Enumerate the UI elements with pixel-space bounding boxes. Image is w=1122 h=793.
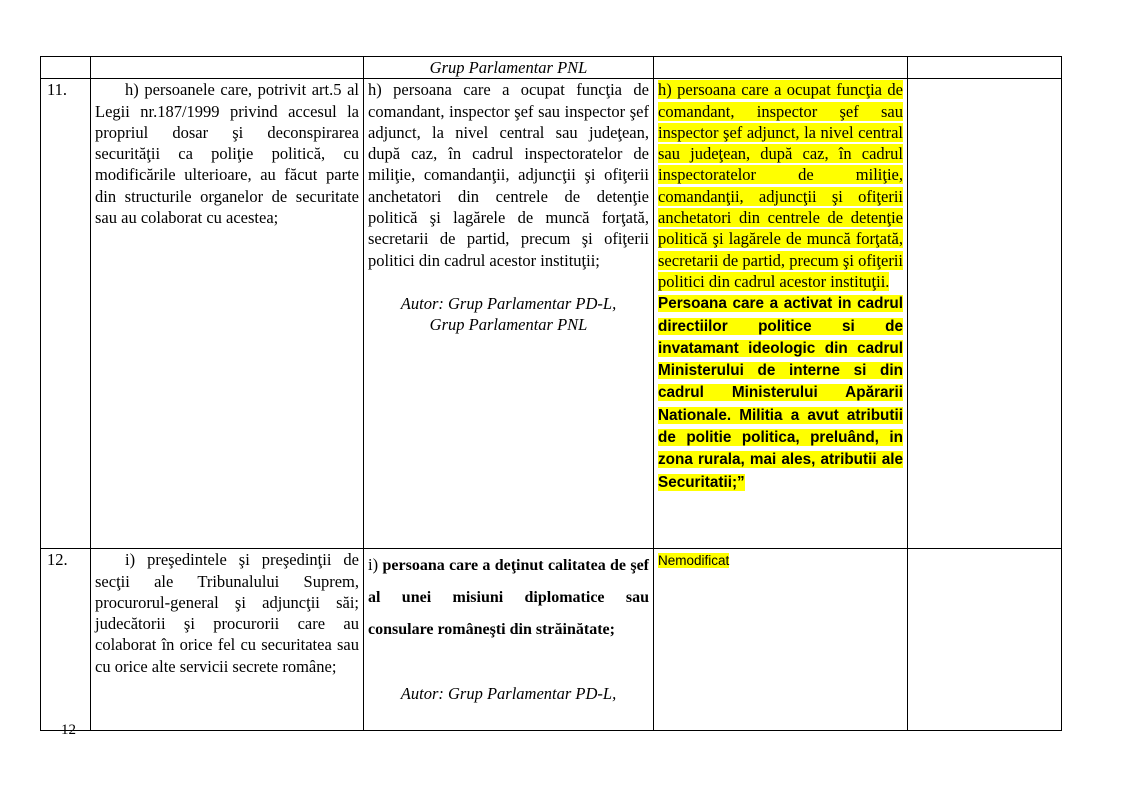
row-number <box>41 549 91 731</box>
original-text-cell <box>91 549 364 731</box>
amendment-cell <box>364 549 654 731</box>
page-number: 12 <box>61 722 76 738</box>
row-number-text: 12. <box>47 550 68 570</box>
observations-cell <box>908 79 1062 549</box>
observations-cell <box>908 549 1062 731</box>
original-text-cell <box>91 79 364 549</box>
amendments-table <box>40 56 1062 731</box>
adopted-text-highlighted: h) persoana care a ocupat funcţia de comandant, inspector şef sau inspector şef adjunct, la nivel central sau judeţean, după caz, în cadrul inspectoratelor de miliţie, comandanţii, adjuncţii şi ofiţerii anchetatori din centrele de detenţie politică şi lagărele de muncă forţată, secretarii de partid, precum şi ofiţerii politici din cadrul acestor instituţii. <box>658 80 903 291</box>
amendment-author: Autor: Grup Parlamentar PD-L, <box>400 684 617 704</box>
amendment-author-1: Autor: Grup Parlamentar PD-L, <box>400 293 617 313</box>
amendment-author-2: Grup Parlamentar PNL <box>429 315 588 335</box>
adopted-text-cell <box>654 549 908 731</box>
header-cell-1 <box>41 57 91 79</box>
header-cell-author: Grup Parlamentar PNL <box>364 57 654 79</box>
status-unchanged: Nemodificat <box>658 553 730 569</box>
amendment-prefix: i) <box>368 555 383 575</box>
adopted-text-added: Persoana care a activat in cadrul directiilor politice si de invatamant ideologic din cadrul Ministerului de interne si din cadrul Ministerului Apărarii Nationale. Militia a avut atributii de politie politica, preluând, in zona rurala, mai ales, atributii ale Securitatii;” <box>658 295 903 491</box>
table-row <box>41 79 1062 549</box>
amendment-cell <box>364 79 654 549</box>
table-row <box>41 549 1062 731</box>
amendment-text-bold: persoana care a deţinut calitatea de şef al unei misiuni diplomatice sau consulare româneşti din străinătate; <box>368 557 649 639</box>
original-text: i) preşedintele şi preşedinţii de secţii ale Tribunalului Suprem, procurorul-general şi adjuncţii săi; judecătorii şi procurorii care au colaborat în orice fel cu securitatea sau cu orice alte servicii secrete române; <box>95 550 359 676</box>
adopted-text-cell <box>654 79 908 549</box>
header-cell-5 <box>908 57 1062 79</box>
table-row <box>41 57 1062 79</box>
header-cell-4 <box>654 57 908 79</box>
original-text: h) persoanele care, potrivit art.5 al Legii nr.187/1999 privind accesul la propriul dosar şi deconspirarea securităţii ca poliţie politică, cu modificările ulterioare, au făcut parte din structurile organelor de securitate sau au colaborat cu acestea; <box>95 80 359 228</box>
row-number-text: 11. <box>47 80 68 100</box>
amendment-text: h) persoana care a ocupat funcţia de comandant, inspector şef sau inspector şef adjunct, la nivel central sau judeţean, după caz, în cadrul inspectoratelor de miliţie, comandanţii, adjuncţii şi ofiţerii anchetatori din centrele de detenţie politică şi lagărele de muncă forţată, secretarii de partid, precum şi ofiţerii politici din cadrul acestor instituţii; <box>368 80 649 270</box>
row-number <box>41 79 91 549</box>
header-cell-2 <box>91 57 364 79</box>
